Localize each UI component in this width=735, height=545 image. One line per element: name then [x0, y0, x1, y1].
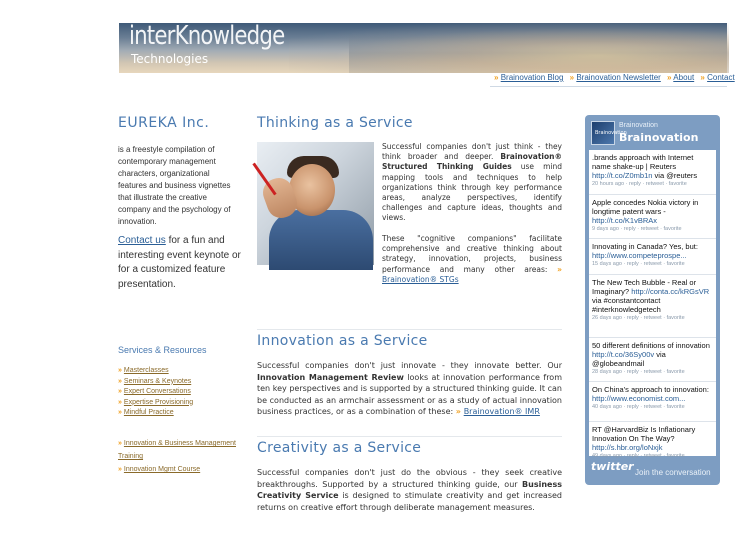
contact-us-link[interactable]: Contact us: [118, 235, 166, 246]
tweet-text: On China's approach to innovation:: [592, 385, 709, 394]
arrow-icon: »: [118, 388, 122, 395]
arrow-icon: »: [118, 440, 122, 447]
arrow-icon: »: [700, 73, 705, 82]
section-divider: [257, 436, 562, 437]
site-logo[interactable]: interKnowledge: [129, 21, 285, 51]
contact-blurb: [118, 234, 243, 292]
list-item: [118, 437, 243, 463]
company-description: is a freestyle compilation of contemporary management characters, organizational features and business vignettes that illustrate the creative company and the psychology of innovation.: [118, 145, 231, 226]
list-item: [118, 377, 243, 388]
innovation-paragraph: [257, 360, 562, 418]
training-link-innovation-business[interactable]: Innovation & Business Management Training: [118, 440, 236, 460]
service-link-seminars[interactable]: Seminars & Keynotes: [123, 377, 192, 385]
text: looks at innovation performance from ten key perspectives and is supported by a structured thinking guide. It can be conducted as an armchair assessment or as a study of actual innovation business practices, or as a combination of these:: [257, 372, 562, 416]
tweet-item: [592, 341, 714, 376]
contact-text: for a fun and interesting event keynote or for a customized feature presentation.: [118, 235, 241, 290]
list-item: [118, 398, 243, 409]
service-link-mindful-practice[interactable]: Mindful Practice: [123, 409, 174, 416]
tweet-link[interactable]: http://t.co/K1vBRAx: [592, 216, 658, 225]
services-list: [118, 366, 243, 419]
tweet-item: [592, 242, 714, 268]
tweet-divider: [589, 381, 716, 382]
text: is designed to stimulate creativity and get increased returns on creative effort through deliberate management measures.: [257, 491, 562, 512]
banner-cloud: [349, 33, 729, 73]
tweet-text: 50 different definitions of innovation: [592, 341, 710, 350]
avatar[interactable]: [591, 121, 627, 145]
tweet-item: [592, 385, 714, 411]
arrow-icon: »: [118, 367, 122, 374]
arrow-icon: »: [118, 398, 122, 406]
text: use mind mapping tools and techniques to help organizations think through key performance areas, analyze perspectives, identify challenges and capture ideas, thoughts and views.: [382, 162, 562, 223]
header-banner: [119, 23, 727, 73]
company-title: EUREKA Inc.: [118, 115, 210, 131]
arrow-icon: »: [569, 73, 575, 82]
training-link-innovation-course[interactable]: Innovation Mgmt Course: [123, 466, 201, 473]
thinking-paragraph-2: [382, 234, 562, 285]
tweet-meta[interactable]: 28 days ago · reply · retweet · favorite: [592, 369, 685, 375]
photo-shirt: [269, 210, 373, 270]
twitter-header: [585, 115, 720, 148]
text: Successful companies don't just innovate - they innovate better. Our: [257, 361, 562, 370]
twitter-account-name[interactable]: Brainovation: [619, 131, 699, 144]
section-title-creativity: Creativity as a Service: [257, 440, 422, 456]
tweet-text-after: via #constantcontact #interknowledgetech: [592, 296, 661, 314]
arrow-icon: »: [557, 264, 562, 274]
tweet-divider: [589, 194, 716, 195]
thinking-paragraph-1: [382, 142, 562, 224]
tweet-link[interactable]: http://www.competeprospe...: [592, 251, 687, 260]
tweet-text-after: via @globeandmail: [592, 350, 666, 368]
text: Successful companies don't just do the obvious - they seek creative breakthroughs. Supported by a structured thinking guide, our: [257, 468, 562, 489]
avatar-text: Brainovation: [595, 130, 627, 136]
nav-brainovation-blog[interactable]: Brainovation Blog: [500, 73, 564, 82]
tweet-item: [592, 198, 714, 233]
arrow-icon: »: [494, 73, 499, 82]
tweet-link[interactable]: http://conta.cc/kRGsVR: [631, 287, 710, 296]
arrow-icon: »: [118, 409, 122, 416]
nav-brainovation-newsletter[interactable]: Brainovation Newsletter: [576, 73, 661, 82]
tweet-item: [592, 153, 714, 188]
site-logo-subtitle: Technologies: [131, 52, 209, 66]
tweet-divider: [589, 421, 716, 422]
arrow-icon: »: [455, 407, 464, 416]
list-item: [118, 463, 243, 476]
tweet-meta[interactable]: 49 days ago · reply · retweet · favorite: [592, 453, 685, 459]
brainovation-stgs-link[interactable]: Brainovation® STGs: [382, 274, 459, 284]
tweet-meta[interactable]: 26 days ago · reply · retweet · favorite: [592, 315, 685, 321]
arrow-icon: »: [118, 466, 122, 473]
service-link-masterclasses[interactable]: Masterclasses: [123, 367, 169, 374]
services-title: Services & Resources: [118, 345, 207, 355]
tweet-divider: [589, 337, 716, 338]
nav-about[interactable]: About: [673, 73, 695, 82]
arrow-icon: »: [118, 377, 122, 385]
service-link-expert-conversations[interactable]: Expert Conversations: [123, 388, 191, 395]
twitter-logo-icon[interactable]: twitter: [591, 460, 634, 473]
tweet-link[interactable]: http://t.co/Z0mb1n: [592, 171, 653, 180]
tweet-link[interactable]: http://t.co/36Sy00v: [592, 350, 655, 359]
twitter-footer: [585, 457, 720, 485]
section-divider: [257, 329, 562, 330]
twitter-subtitle: Brainovation: [619, 122, 658, 129]
brainovation-guides-bold: Brainovation® Structured Thinking Guides: [382, 152, 562, 172]
creativity-paragraph: [257, 467, 562, 513]
tweet-divider: [589, 274, 716, 275]
tweet-meta[interactable]: 15 days ago · reply · retweet · favorite: [592, 261, 685, 267]
tweet-link[interactable]: http://s.hbr.org/loNxjk: [592, 443, 663, 452]
tweet-meta[interactable]: 40 days ago · reply · retweet · favorite: [592, 404, 685, 410]
nav-contact[interactable]: Contact: [707, 73, 735, 82]
tweet-divider: [589, 238, 716, 239]
nav-divider: [490, 86, 727, 87]
bcs-bold: Business Creativity Service: [257, 479, 562, 500]
tweet-item: [592, 278, 714, 322]
section-title-innovation: Innovation as a Service: [257, 333, 428, 349]
service-link-expertise-provisioning[interactable]: Expertise Provisioning: [123, 398, 194, 406]
tweet-meta[interactable]: 20 hours ago · reply · retweet · favorite: [592, 181, 687, 187]
tweet-text: Innovating in Canada? Yes, but:: [592, 242, 698, 251]
top-nav: [490, 73, 735, 85]
list-item: [118, 366, 243, 377]
tweet-text: Apple concedes Nokia victory in longtime patent wars -: [592, 198, 699, 216]
training-list: [118, 437, 243, 476]
arrow-icon: »: [667, 73, 672, 82]
section-title-thinking: Thinking as a Service: [257, 115, 413, 131]
tweet-text: RT @HarvardBiz Is Inflationary Innovation On The Way?: [592, 425, 696, 443]
tweet-text: The New Tech Bubble - Real or Imaginary?: [592, 278, 697, 296]
join-conversation-link[interactable]: Join the conversation: [635, 468, 711, 477]
tweet-text-after: via @reuters: [652, 171, 698, 180]
tweet-meta[interactable]: 9 days ago · reply · retweet · favorite: [592, 226, 682, 232]
text: Successful companies don't just think - they think broader and deeper.: [382, 142, 562, 162]
tweet-item: [592, 425, 714, 460]
tweet-text: .brands approach with Internet name shake-up | Reuters: [592, 153, 694, 171]
tweet-feed[interactable]: [589, 150, 716, 459]
text: These "cognitive companions" facilitate comprehensive and creative thinking about strategy, innovation, projects, business performance and many other areas:: [382, 234, 562, 274]
list-item: [118, 387, 243, 398]
brainovation-imr-link[interactable]: Brainovation® IMR: [463, 407, 540, 416]
thinking-man-photo: [257, 142, 374, 265]
imr-bold: Innovation Management Review: [257, 372, 404, 382]
list-item: [118, 408, 243, 419]
twitter-widget: [585, 115, 720, 485]
tweet-link[interactable]: http://www.economist.com...: [592, 394, 686, 403]
